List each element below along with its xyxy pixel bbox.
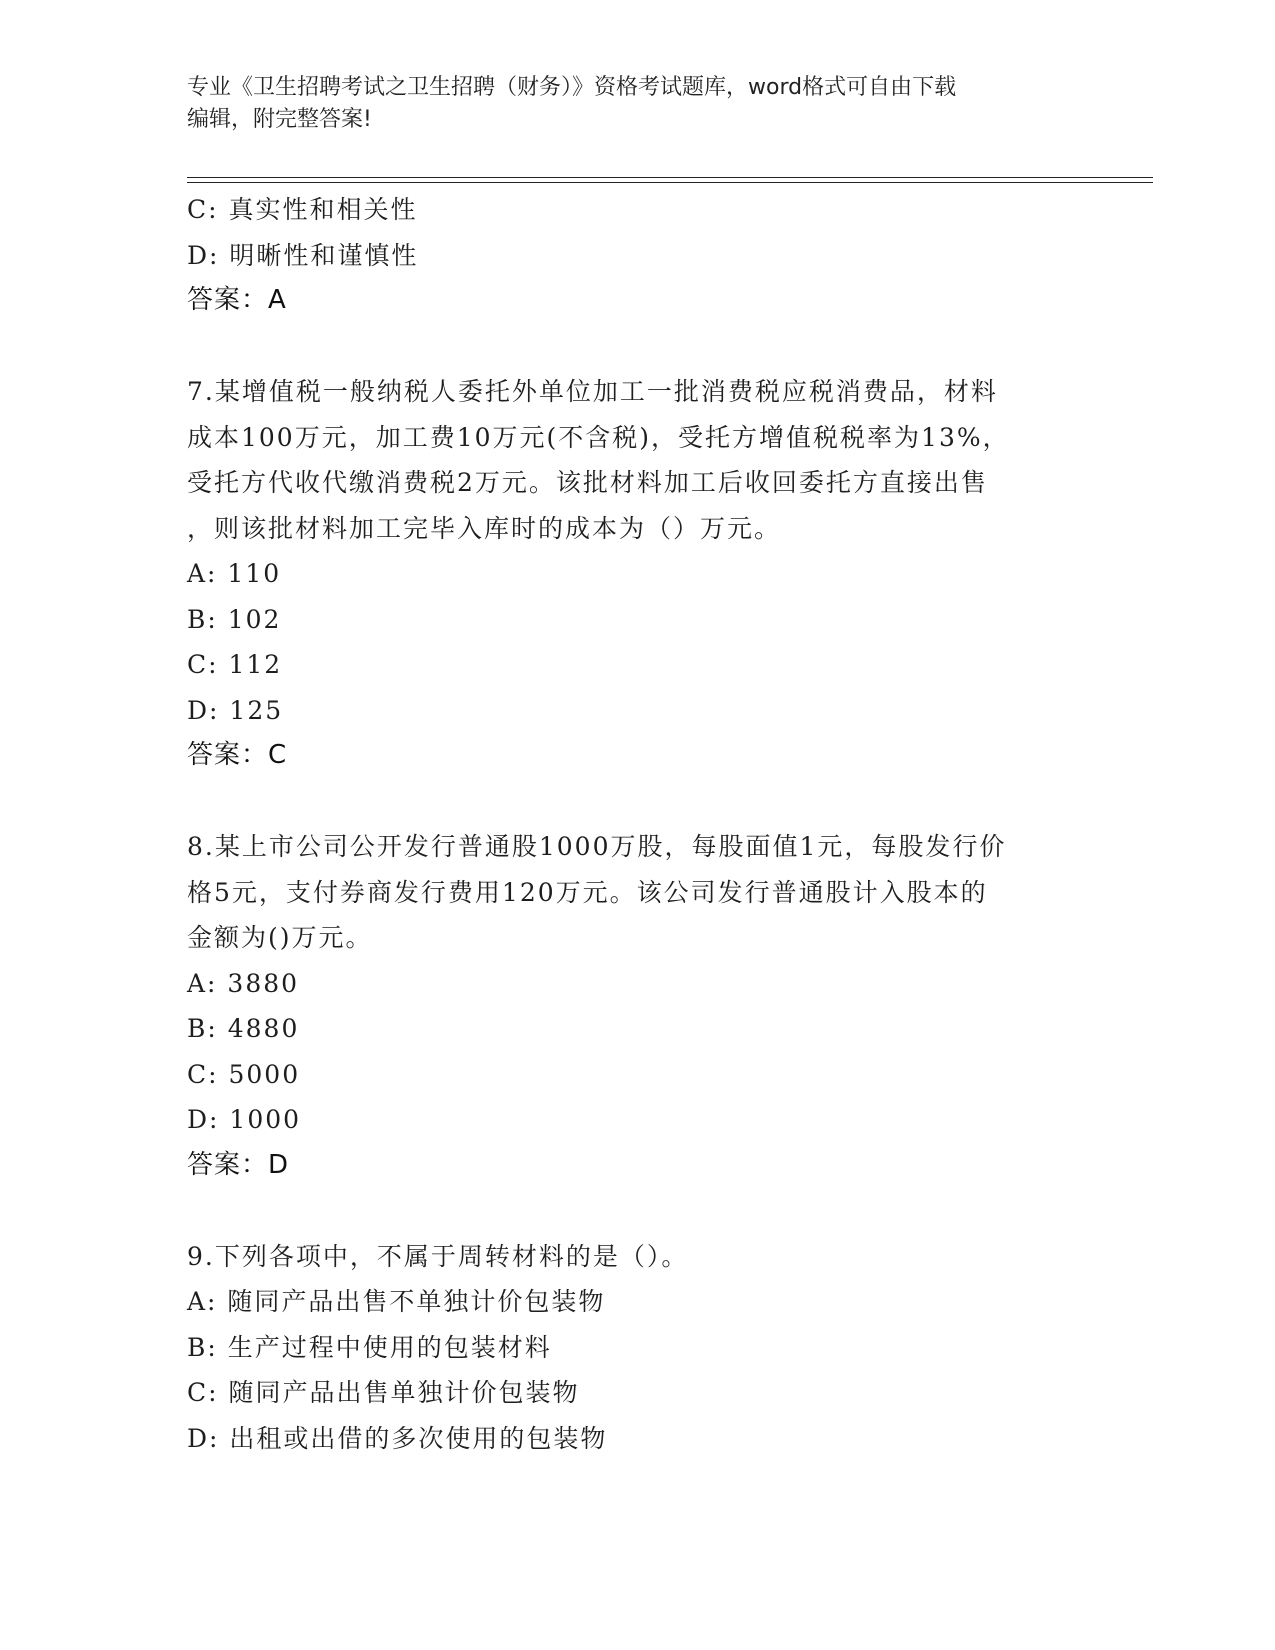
spacer (187, 1188, 1087, 1234)
header-line-1: 专业《卫生招聘考试之卫生招聘（财务）》资格考试题库，word格式可自由下载 (187, 75, 957, 100)
header-line-2: 编辑，附完整答案! (187, 107, 372, 132)
option-line: A: 3880 (187, 968, 300, 998)
option-line: C: 随同产品出售单独计价包装物 (187, 1378, 580, 1407)
option-line: C: 112 (187, 650, 283, 679)
question-stem-line: 金额为()万元。 (187, 923, 373, 952)
question-block-9 (187, 1234, 1087, 1462)
question-stem-line: 8.某上市公司公开发行普通股1000万股，每股面值1元，每股发行价 (187, 832, 1007, 861)
question-content (187, 187, 1087, 1461)
answer-line: 答案：C (187, 740, 288, 770)
option-line: B: 4880 (187, 1014, 300, 1043)
option-line: D: 1000 (187, 1105, 302, 1134)
header-rule-top (187, 177, 1153, 178)
option-line: A: 随同产品出售不单独计价包装物 (187, 1287, 606, 1316)
question-stem-line: ，则该批材料加工完毕入库时的成本为（）万元。 (187, 513, 782, 543)
spacer (187, 324, 1087, 370)
question-stem-line: 7.某增值税一般纳税人委托外单位加工一批消费税应税消费品，材料 (187, 377, 998, 406)
option-line: D: 出租或出借的多次使用的包装物 (187, 1423, 608, 1453)
header-rule-bottom (187, 182, 1153, 183)
question-block-8 (187, 824, 1087, 1188)
option-line: C: 真实性和相关性 (187, 195, 418, 224)
option-line: A: 110 (187, 559, 282, 588)
spacer (187, 779, 1087, 825)
prev-question-block (187, 187, 1087, 324)
question-stem-line: 成本100万元，加工费10万元(不含税)，受托方增值税税率为13%， (187, 422, 1010, 452)
answer-line: 答案：A (187, 285, 287, 315)
answer-line: 答案：D (187, 1149, 290, 1180)
option-line: B: 生产过程中使用的包装材料 (187, 1332, 552, 1362)
option-line: D: 125 (187, 695, 284, 725)
option-line: D: 明晰性和谨慎性 (187, 240, 419, 270)
page-header (187, 72, 1087, 136)
question-block-7 (187, 369, 1087, 779)
question-stem-line: 9.下列各项中，不属于周转材料的是（）。 (187, 1241, 689, 1271)
option-line: C: 5000 (187, 1059, 301, 1089)
option-line: B: 102 (187, 604, 282, 634)
question-stem-line: 受托方代收代缴消费税2万元。该批材料加工后收回委托方直接出售 (187, 468, 988, 497)
question-stem-line: 格5元，支付券商发行费用120万元。该公司发行普通股计入股本的 (187, 877, 988, 907)
